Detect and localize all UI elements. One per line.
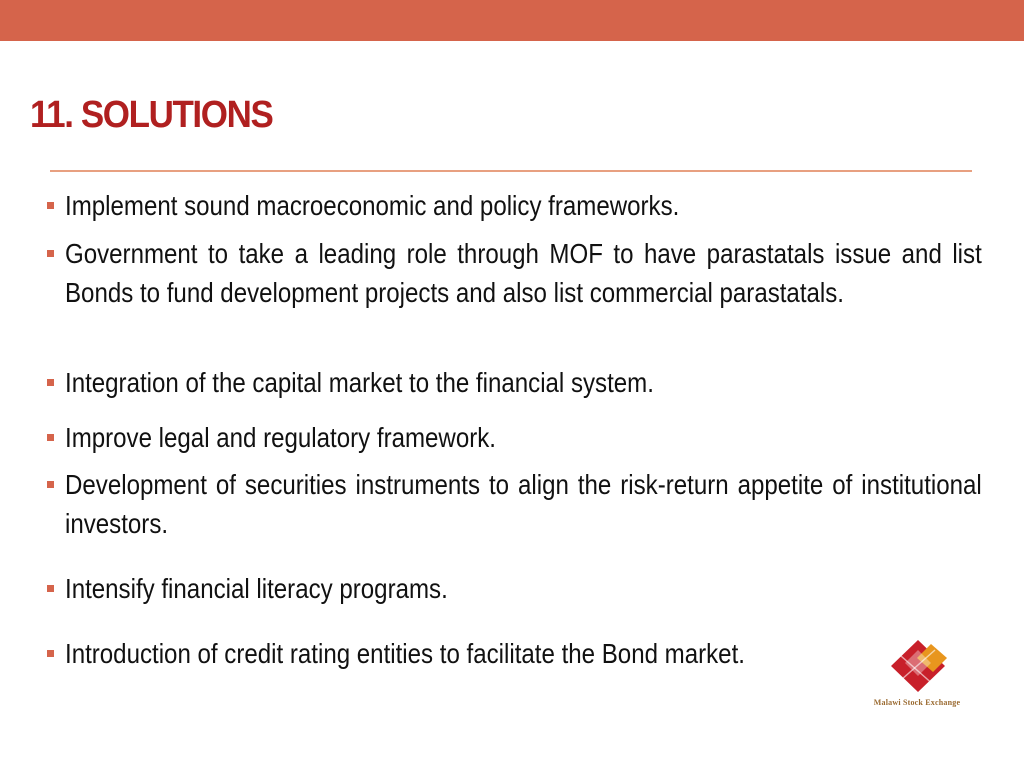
slide-title: 11. SOLUTIONS bbox=[30, 94, 273, 136]
bullet-text: Implement sound macroeconomic and policy frameworks. bbox=[65, 190, 680, 221]
bullet-text: Integration of the capital market to the financial system. bbox=[65, 367, 654, 398]
title-divider bbox=[50, 170, 972, 172]
bullet-text: Government to take a leading role through MOF to have parastatals issue and list Bonds to fund development projects and also list commercial parastatals. bbox=[65, 238, 982, 308]
bullet-text: Introduction of credit rating entities to facilitate the Bond market. bbox=[65, 638, 745, 669]
bullet-text: Improve legal and regulatory framework. bbox=[65, 422, 496, 453]
bullet-marker-icon bbox=[47, 481, 54, 488]
bullet-item bbox=[44, 465, 982, 543]
bullet-marker-icon bbox=[47, 250, 54, 257]
bullet-marker-icon bbox=[47, 202, 54, 209]
logo-caption: Malawi Stock Exchange bbox=[873, 698, 961, 707]
bullet-item bbox=[44, 234, 982, 312]
bullet-item bbox=[44, 186, 964, 225]
bullet-text: Intensify financial literacy programs. bbox=[65, 573, 448, 604]
bullet-item bbox=[44, 569, 964, 608]
bullet-item bbox=[44, 418, 964, 457]
top-accent-bar bbox=[0, 0, 1024, 41]
bullet-item bbox=[44, 634, 964, 673]
malawi-stock-exchange-logo bbox=[862, 636, 972, 716]
diamond-logo-icon bbox=[887, 636, 949, 696]
bullet-marker-icon bbox=[47, 650, 54, 657]
bullet-marker-icon bbox=[47, 434, 54, 441]
bullet-marker-icon bbox=[47, 585, 54, 592]
bullet-marker-icon bbox=[47, 379, 54, 386]
bullet-text: Development of securities instruments to align the risk-return appetite of institutional investors. bbox=[65, 469, 982, 539]
bullet-item bbox=[44, 363, 964, 402]
